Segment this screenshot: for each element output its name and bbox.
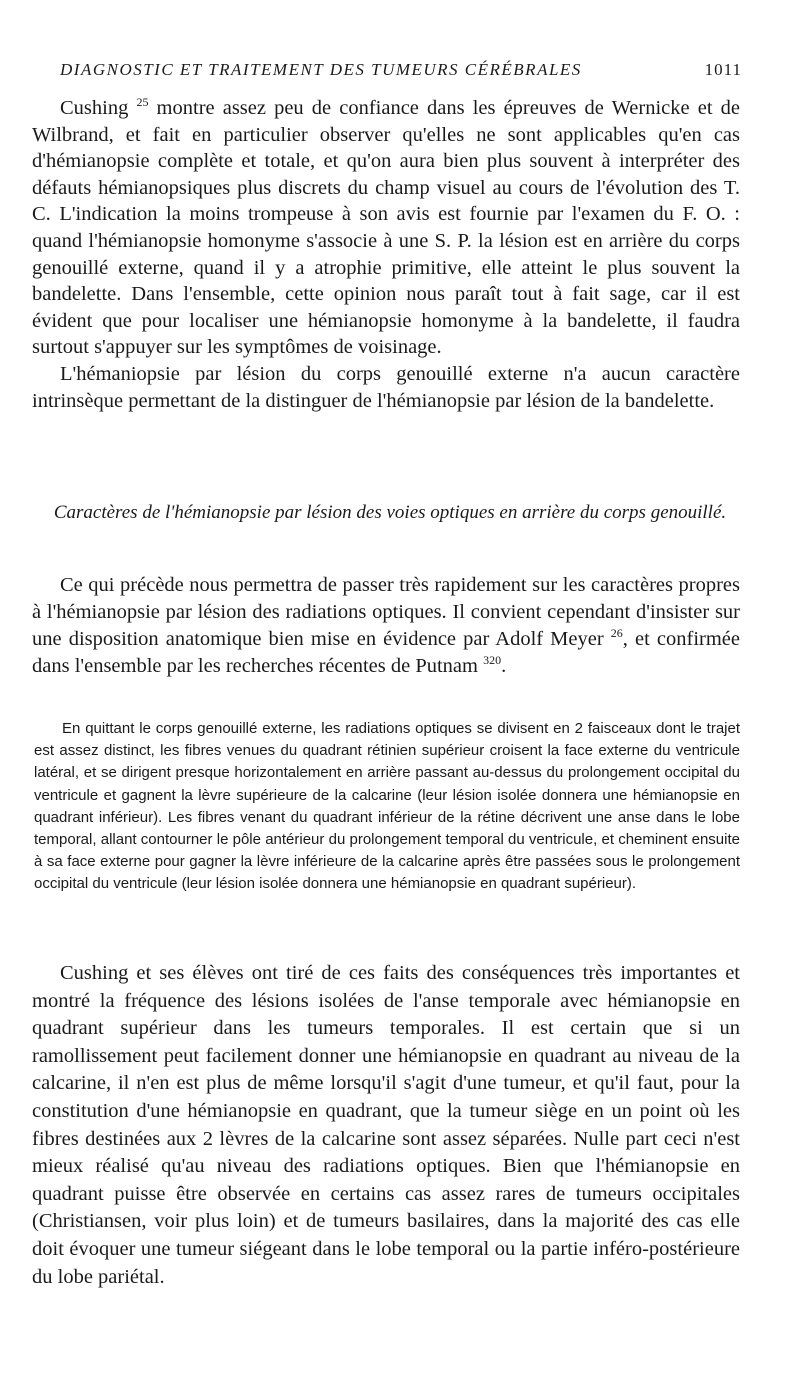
reference-26: 26 bbox=[610, 626, 623, 641]
reference-25: 25 bbox=[136, 95, 149, 110]
small-print-block bbox=[34, 718, 740, 896]
text-block-1 bbox=[32, 95, 740, 414]
para3-text-a: Ce qui précède nous permettra de passer très rapidement sur les caractères propres à l'hémianopsie par lésion des radiations optiques. Il convient cependant d'insister sur une disposition anatomique bien mise en évidence par Adolf Meyer bbox=[32, 574, 740, 650]
reference-320: 320 bbox=[483, 653, 502, 668]
page-number: 1011 bbox=[704, 60, 742, 79]
section-heading: Caractères de l'hémianopsie par lésion des voies optiques en arrière du corps genouillé. bbox=[53, 502, 727, 523]
para3-text-b: , et confirmée dans l'ensemble par les recherches récentes de Putnam bbox=[32, 628, 741, 677]
running-header bbox=[60, 60, 740, 80]
para3-text-c: . bbox=[501, 655, 507, 677]
paragraph-cushing-students: Cushing et ses élèves ont tiré de ces faits des conséquences très importantes et montré la fréquence des lésions isolées de l'anse temporale avec hémianopsie en quadrant supérieur dans les tumeurs temporales. Il est certain que si un ramollissement peut facilement donner une hémianopsie en quadrant au niveau de la calcarine, il n'en est plus de même lorsqu'il s'agit d'une tumeur, et qu'il faut, pour la constitution d'une hémianopsie en quadrant, que la tumeur siège en un point où les fibres destinées aux 2 lèvres de la calcarine sont assez séparées. Nulle part ceci n'est mieux réalisé qu'au niveau des radiations optiques. Bien que l'hémianopsie en quadrant puisse être observée en certains cas assez rares de tumeurs occipitales (Christiansen, voir plus loin) et de tumeurs basilaires, dans la majorité des cas elle doit évoquer une tumeur siégeant dans le lobe temporal ou la partie inféro-postérieure du lobe pariétal. bbox=[32, 962, 740, 1288]
para1-text-b: montre assez peu de confiance dans les épreuves de Wernicke et de Wilbrand, et fait en particulier observer qu'elles ne sont applicables qu'en cas d'hémianopsie complète et totale, et qu'on aura bien plus souvent à interpréter des défauts hémianopsiques plus discrets du champ visuel au cours de l'évolution des T. C. L'indication la moins trompeuse à son avis est fournie par l'examen du F. O. : quand l'hémianopsie homonyme s'associe à une S. P. la lésion est en arrière du corps genouillé externe, quand il y a atrophie primitive, elle atteint le plus souvent la bandelette. Dans l'ensemble, cette opinion nous paraît tout à fait sage, car il est évident que pour localiser une hémianopsie homonyme à la bandelette, il faudra surtout s'appuyer sur les symptômes de voisinage. bbox=[32, 97, 740, 359]
paragraph-anatomy-note: En quittant le corps genouillé externe, les radiations optiques se divisent en 2 faisceaux dont le trajet est assez distinct, les fibres venues du quadrant rétinien supérieur croisent la face externe du ventricule latéral, et se dirigent presque horizontalement en arrière passant au-dessus du prolongement occipital du ventricule et gagnent la lèvre supérieure de la calcarine (leur lésion isolée donnera une hémianopsie en quadrant inférieur). Les fibres venant du quadrant inférieur de la rétine décrivent une anse dans le lobe temporal, allant contourner le pôle antérieur du prolongement temporal du ventricule, et cheminent ensuite à sa face externe pour gagner la lèvre inférieure de la calcarine après être passées sous le prolongement occipital du ventricule (leur lésion isolée donnera une hémianopsie en quadrant supérieur). bbox=[34, 720, 740, 893]
paragraph-genouille: L'hémaniopsie par lésion du corps genouillé externe n'a aucun caractère intrinsèque permettant de la distinguer de l'hémianopsie par lésion de la bandelette. bbox=[32, 362, 740, 412]
running-title: DIAGNOSTIC ET TRAITEMENT DES TUMEURS CÉRÉBRALES bbox=[60, 60, 582, 79]
text-block-3 bbox=[32, 960, 740, 1291]
paragraph-cushing-opinion bbox=[32, 95, 740, 361]
para1-text-a: Cushing bbox=[60, 97, 137, 119]
text-block-2 bbox=[32, 572, 740, 680]
paragraph-radiations bbox=[32, 572, 740, 680]
